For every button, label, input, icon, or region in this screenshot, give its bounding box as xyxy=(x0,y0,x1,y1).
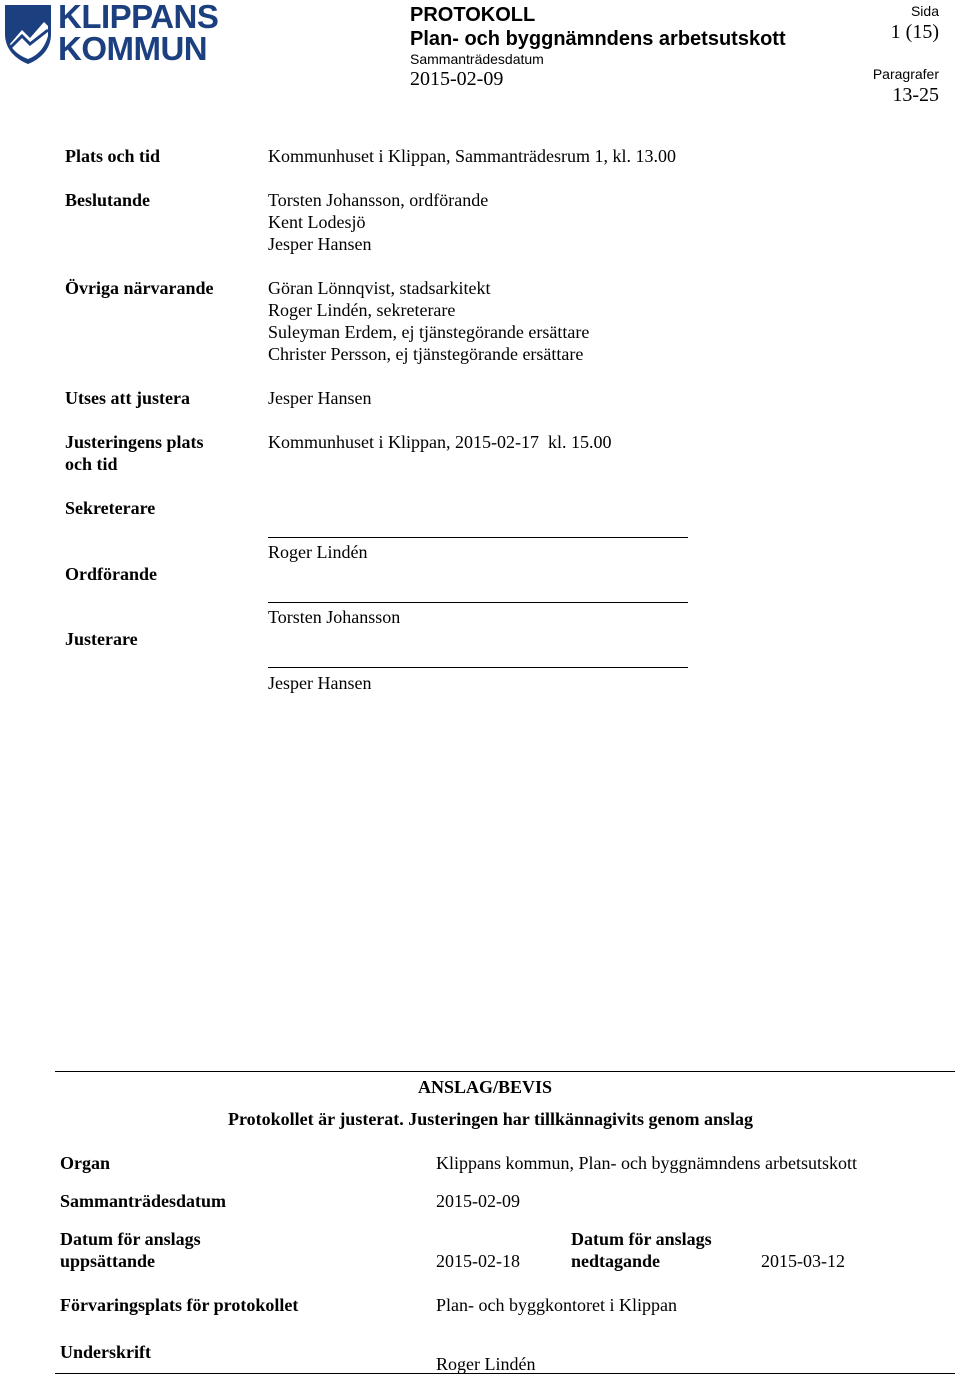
posted-label: Datum för anslags xyxy=(60,1229,201,1249)
logo-text-line1: KLIPPANS xyxy=(58,0,219,35)
klippans-kommun-logo xyxy=(4,0,219,67)
doc-title: Plan- och byggnämndens arbetsutskott xyxy=(410,28,786,50)
other-attendee: Christer Persson, ej tjänstegörande ersättare xyxy=(268,344,584,364)
signature-name: Roger Lindén xyxy=(436,1354,536,1374)
organ-label: Organ xyxy=(60,1153,111,1173)
notice-heading: ANSLAG/BEVIS xyxy=(418,1077,553,1097)
removed-label: nedtagande xyxy=(571,1251,661,1271)
chair-label: Ordförande xyxy=(65,564,157,584)
meeting-date: 2015-02-09 xyxy=(410,68,504,90)
storage-label: Förvaringsplats för protokollet xyxy=(60,1295,299,1315)
place-value: Kommunhuset i Klippan, Sammanträdesrum 1, kl. 13.00 xyxy=(268,146,676,166)
posted-label: uppsättande xyxy=(60,1251,156,1271)
signature-line xyxy=(268,602,688,603)
storage-value: Plan- och byggkontoret i Klippan xyxy=(436,1295,677,1315)
others-label: Övriga närvarande xyxy=(65,278,214,298)
crest-icon xyxy=(4,4,52,64)
adjust-place-label: och tid xyxy=(65,454,118,474)
adjust-place-label: Justeringens plats xyxy=(65,432,204,452)
place-label: Plats och tid xyxy=(65,146,161,166)
date-label: Sammanträdesdatum xyxy=(410,51,544,67)
other-attendee: Roger Lindén, sekreterare xyxy=(268,300,456,320)
signature-adjuster-label: Justerare xyxy=(65,629,138,649)
secretary-label: Sekreterare xyxy=(65,498,156,518)
deciding-member: Torsten Johansson, ordförande xyxy=(268,190,489,210)
page-number: 1 (15) xyxy=(890,21,939,43)
signature-line xyxy=(268,537,688,538)
notice-date-value: 2015-02-09 xyxy=(436,1191,520,1211)
chair-name: Torsten Johansson xyxy=(268,607,401,627)
signature-adjuster-name: Jesper Hansen xyxy=(268,673,372,693)
page-label: Sida xyxy=(910,3,939,19)
removed-value: 2015-03-12 xyxy=(761,1251,845,1271)
paragraphs-label: Paragrafer xyxy=(872,66,939,82)
notice-statement: Protokollet är justerat. Justeringen har tillkännagivits genom anslag xyxy=(228,1109,754,1129)
removed-label: Datum för anslags xyxy=(571,1229,712,1249)
secretary-name: Roger Lindén xyxy=(268,542,368,562)
other-attendee: Göran Lönnqvist, stadsarkitekt xyxy=(268,278,491,298)
notice-bottom-rule xyxy=(55,1373,955,1374)
adjuster-value: Jesper Hansen xyxy=(268,388,372,408)
doc-type: PROTOKOLL xyxy=(410,4,536,26)
deciding-member: Jesper Hansen xyxy=(268,234,372,254)
notice-date-label: Sammanträdesdatum xyxy=(60,1191,227,1211)
notice-top-rule xyxy=(55,1071,955,1072)
deciding-label: Beslutande xyxy=(65,190,151,210)
paragraphs-range: 13-25 xyxy=(892,84,939,106)
deciding-member: Kent Lodesjö xyxy=(268,212,366,232)
other-attendee: Suleyman Erdem, ej tjänstegörande ersättare xyxy=(268,322,590,342)
adjuster-label: Utses att justera xyxy=(65,388,190,408)
posted-value: 2015-02-18 xyxy=(436,1251,520,1271)
adjust-place-value: Kommunhuset i Klippan, 2015-02-17 kl. 15.00 xyxy=(268,432,612,452)
logo-text-line2: KOMMUN xyxy=(58,30,208,67)
organ-value: Klippans kommun, Plan- och byggnämndens arbetsutskott xyxy=(436,1153,857,1173)
signature-label: Underskrift xyxy=(60,1342,151,1362)
signature-line xyxy=(268,667,688,668)
